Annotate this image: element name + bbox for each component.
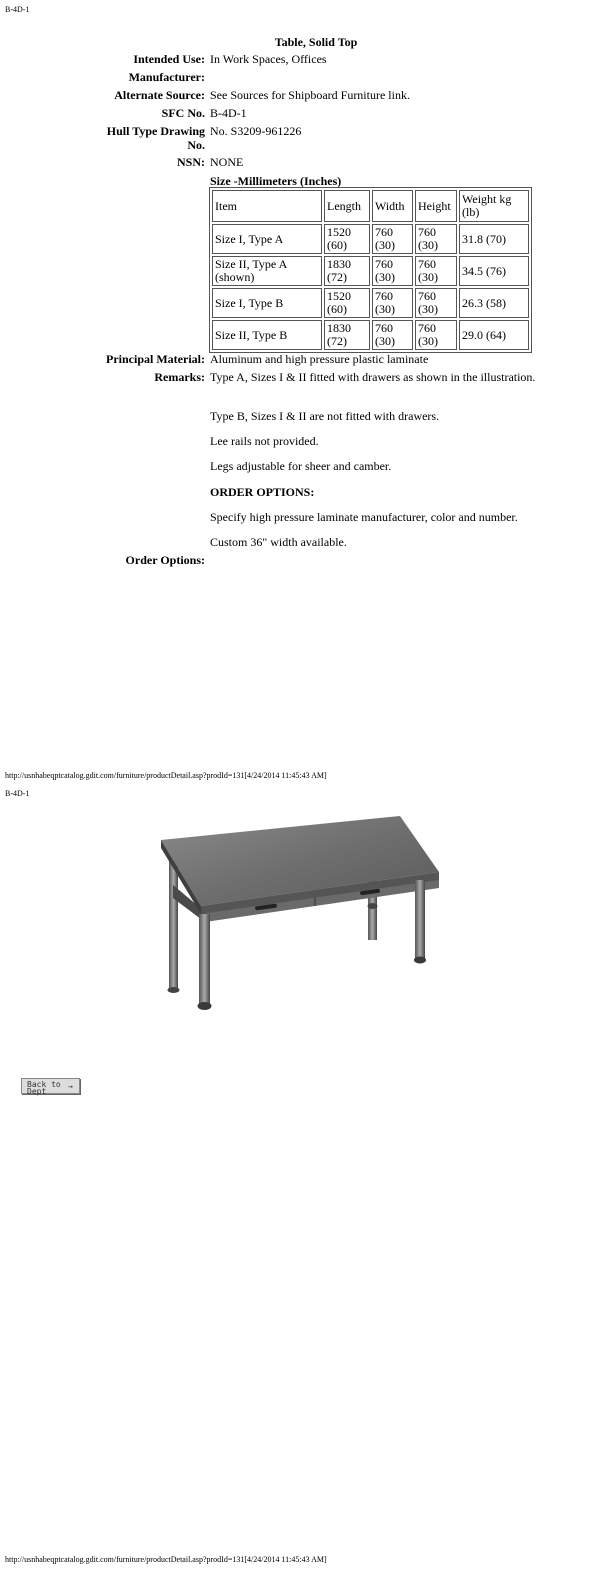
manufacturer-label: Manufacturer: (128, 70, 205, 84)
remark-text: Type A, Sizes I & II fitted with drawers as shown in the illustration. (210, 370, 536, 384)
table-cell: 760 (30) (372, 288, 413, 318)
size-table-header-row (212, 190, 529, 222)
table-cell: 760 (30) (415, 320, 457, 350)
nsn-value: NONE (210, 155, 244, 169)
column-header: Weight kg (lb) (459, 190, 529, 222)
hull-drawing-label-line2: No. (187, 138, 205, 152)
column-header: Width (372, 190, 413, 222)
page-footer-url: http://usnhabeqptcatalog.gdit.com/furniture/productDetail.asp?prodId=131[4/24/2014 11:45:43 AM] (5, 1555, 327, 1564)
remark-text: Legs adjustable for sheer and camber. (210, 459, 392, 473)
table-cell: Size II, Type B (212, 320, 322, 350)
intended-use-label: Intended Use: (133, 52, 205, 66)
page-header: B-4D-1 (5, 5, 30, 14)
table-cell: 34.5 (76) (459, 256, 529, 286)
remark-text: Specify high pressure laminate manufacturer, color and number. (210, 510, 518, 524)
order-options-label: Order Options: (125, 553, 205, 567)
table-cell: 26.3 (58) (459, 288, 529, 318)
table-row (212, 256, 529, 286)
table-row (212, 288, 529, 318)
hull-drawing-value: No. S3209-961226 (210, 124, 302, 138)
remark-text: Custom 36" width available. (210, 535, 347, 549)
table-cell: 31.8 (70) (459, 224, 529, 254)
table-cell: 1520 (60) (324, 224, 370, 254)
size-table (209, 187, 532, 353)
nsn-label: NSN: (176, 155, 205, 169)
intended-use-value: In Work Spaces, Offices (210, 52, 327, 66)
order-options-heading: ORDER OPTIONS: (210, 485, 315, 499)
page-header: B-4D-1 (5, 789, 30, 798)
back-button-label-line1: Back to (27, 1080, 61, 1089)
table-row (212, 320, 529, 350)
table-cell: 760 (30) (372, 256, 413, 286)
table-cell: 760 (30) (415, 288, 457, 318)
remark-text: Lee rails not provided. (210, 434, 319, 448)
table-cell: 1830 (72) (324, 256, 370, 286)
remarks-label: Remarks: (154, 370, 205, 384)
table-cell: 1830 (72) (324, 320, 370, 350)
back-to-dept-button[interactable] (21, 1078, 80, 1094)
table-cell: 29.0 (64) (459, 320, 529, 350)
sfc-value: B-4D-1 (210, 106, 247, 120)
sfc-label: SFC No. (161, 106, 205, 120)
table-cell: 1520 (60) (324, 288, 370, 318)
arrow-right-icon: → (68, 1082, 73, 1091)
column-header: Item (212, 190, 322, 222)
page-title: Table, Solid Top (274, 35, 358, 49)
table-cell: 760 (30) (415, 256, 457, 286)
principal-material-value: Aluminum and high pressure plastic laminate (210, 352, 429, 366)
table-row (212, 224, 529, 254)
principal-material-label: Principal Material: (106, 352, 205, 366)
size-table-header: Size -Millimeters (Inches) (210, 174, 342, 188)
back-button-label-line2: Dept (27, 1087, 47, 1096)
table-cell: Size I, Type A (212, 224, 322, 254)
page-footer-url: http://usnhabeqptcatalog.gdit.com/furniture/productDetail.asp?prodId=131[4/24/2014 11:45:43 AM] (5, 771, 327, 780)
alternate-source-label: Alternate Source: (114, 88, 205, 102)
table-cell: Size I, Type B (212, 288, 322, 318)
table-cell: Size II, Type A (shown) (212, 256, 322, 286)
remark-text: Type B, Sizes I & II are not fitted with drawers. (210, 409, 440, 423)
table-cell: 760 (30) (372, 224, 413, 254)
hull-drawing-label-line1: Hull Type Drawing (106, 124, 205, 138)
column-header: Height (415, 190, 457, 222)
table-cell: 760 (30) (415, 224, 457, 254)
table-cell: 760 (30) (372, 320, 413, 350)
column-header: Length (324, 190, 370, 222)
alternate-source-value: See Sources for Shipboard Furniture link. (210, 88, 410, 102)
table-product-image (155, 810, 445, 1020)
